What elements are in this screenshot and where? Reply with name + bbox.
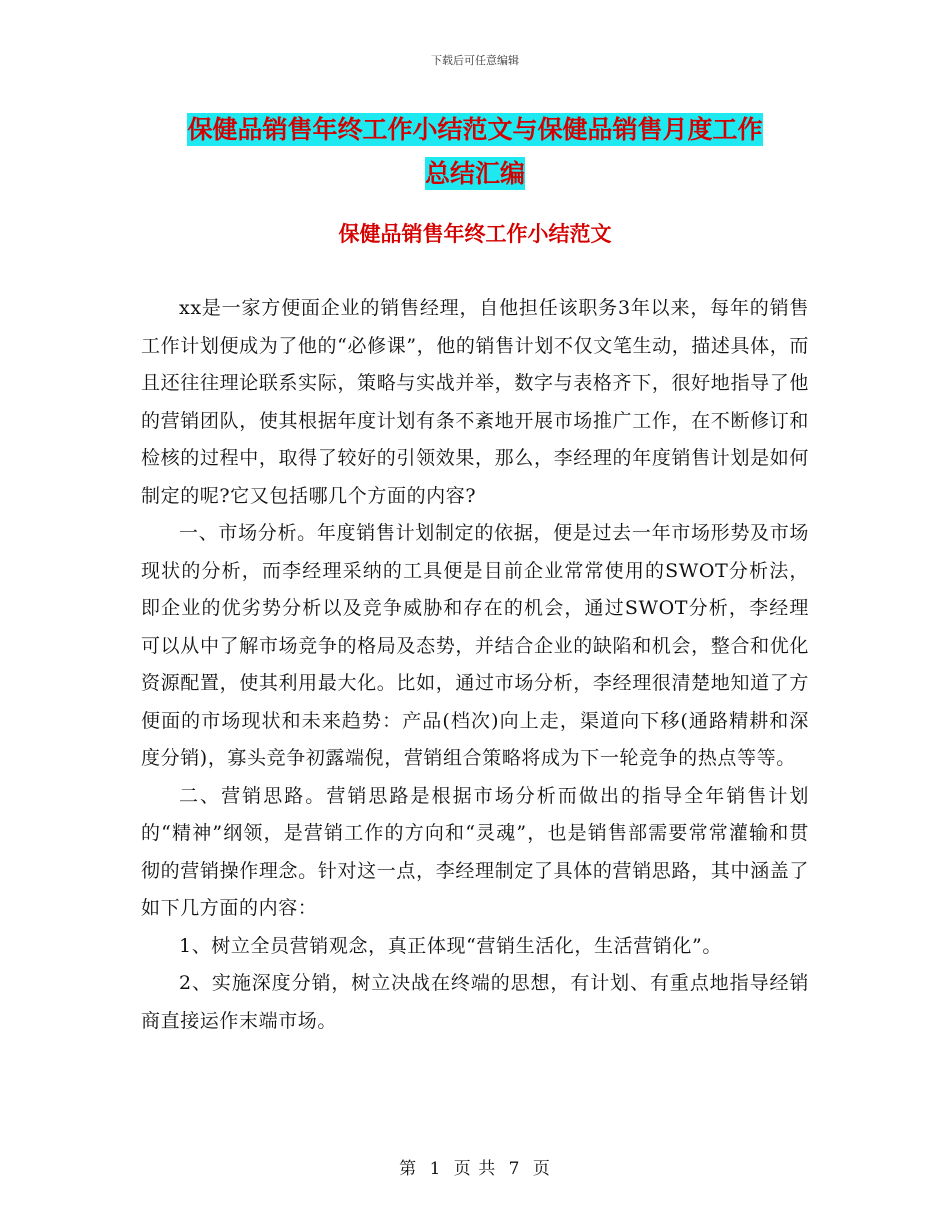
body-paragraph: 1、树立全员营销观念，真正体现“营销生活化，生活营销化”。	[179, 934, 722, 957]
body-paragraph: 2、实施深度分销，树立决战在终端的思想，有计划、有重点地指导经销商直接运作末端市场。	[141, 972, 809, 1032]
section-title: 保健品销售年终工作小结范文	[338, 222, 612, 246]
body-paragraph: 二、营销思路。营销思路是根据市场分析而做出的指导全年销售计划的“精神”纲领，是营销工作的方向和“灵魂”，也是销售部需要常常灌输和贯彻的营销操作理念。针对这一点，李经理制定了具体的营销思路，其中涵盖了如下几方面的内容：	[141, 784, 809, 919]
document-title-line-2: 总结汇编	[424, 159, 525, 188]
page-footer	[0, 1154, 950, 1179]
document-body	[141, 290, 809, 1040]
footer-prefix: 第	[399, 1159, 418, 1179]
body-paragraph: xx是一家方便面企业的销售经理，自他担任该职务3年以来，每年的销售工作计划便成为了他的“必修课”，他的销售计划不仅文笔生动，描述具体，而且还往往理论联系实际，策略与实战并举，数字与表格齐下，很好地指导了他的营销团队，使其根据年度计划有条不紊地开展市场推广工作，在不断修订和检核的过程中，取得了较好的引领效果，那么，李经理的年度销售计划是如何制定的呢?它又包括哪几个方面的内容?	[141, 297, 809, 507]
footer-suffix: 页	[532, 1159, 551, 1179]
page-header-note: 下载后可任意编辑	[431, 54, 519, 67]
footer-page-number: 1	[429, 1159, 442, 1179]
document-title	[140, 108, 810, 196]
body-paragraph: 一、市场分析。年度销售计划制定的依据，便是过去一年市场形势及市场现状的分析，而李经理采纳的工具便是目前企业常常使用的SWOT分析法，即企业的优劣势分析以及竞争威胁和存在的机会，通过SWOT分析，李经理可以从中了解市场竞争的格局及态势，并结合企业的缺陷和机会，整合和优化资源配置，使其利用最大化。比如，通过市场分析，李经理很清楚地知道了方便面的市场现状和未来趋势：产品(档次)向上走，渠道向下移(通路精耕和深度分销)，寡头竞争初露端倪，营销组合策略将成为下一轮竞争的热点等等。	[141, 522, 809, 769]
document-title-line-1: 保健品销售年终工作小结范文与保健品销售月度工作	[187, 115, 763, 144]
footer-total-pages: 7	[508, 1159, 521, 1179]
footer-middle: 页 共	[453, 1159, 497, 1179]
